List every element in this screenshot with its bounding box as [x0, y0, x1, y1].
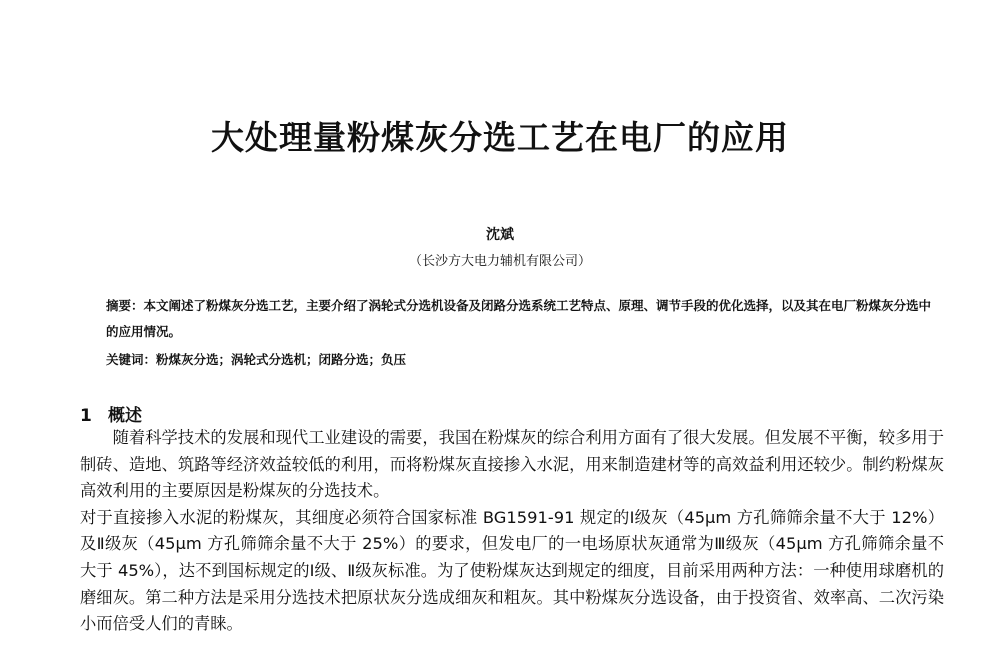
body-paragraph-2: 对于直接掺入水泥的粉煤灰，其细度必须符合国家标准 BG1591-91 规定的Ⅰ级灰（45μm 方孔筛筛余量不大于 12%）及Ⅱ级灰（45μm 方孔筛筛余量不大于 25%）的要求，但发电厂的一电场原状灰通常为Ⅲ级灰（45μm 方孔筛筛余量不大于 45%），达不到国标规定的Ⅰ级、Ⅱ级灰标准。为了使粉煤灰达到规定的细度，目前采用两种方法：一种使用球磨机的磨细灰。第二种方法是采用分选技术把原状灰分选成细灰和粗灰。其中粉煤灰分选设备，由于投资省、效率高、二次污染小而倍受人们的青睐。	[80, 507, 944, 634]
author-name: 沈斌	[486, 227, 514, 243]
abstract-text: 本文阐述了粉煤灰分选工艺，主要介绍了涡轮式分选机设备及闭路分选系统工艺特点、原理、调节手段的优化选择，以及其在电厂粉煤灰分选中的应用情况。	[106, 298, 932, 339]
body-paragraph-1: 随着科学技术的发展和现代工业建设的需要，我国在粉煤灰的综合利用方面有了很大发展。但发展不平衡，较多用于制砖、造地、筑路等经济效益较低的利用，而将粉煤灰直接掺入水泥，用来制造建材等的高效益利用还较少。制约粉煤灰高效利用的主要原因是粉煤灰的分选技术。	[80, 428, 944, 501]
section-number: 1	[80, 406, 92, 426]
keywords-label: 关键词：	[106, 352, 157, 367]
paper-title: 大处理量粉煤灰分选工艺在电厂的应用	[211, 118, 789, 157]
keywords	[106, 350, 936, 370]
author-affiliation: （长沙方大电力辅机有限公司）	[408, 254, 591, 269]
keywords-text: 粉煤灰分选；涡轮式分选机；闭路分选；负压	[156, 352, 407, 367]
section-title: 概述	[108, 406, 142, 426]
section-body	[80, 425, 944, 638]
abstract-label: 摘要：	[106, 298, 144, 313]
section-heading	[80, 401, 142, 426]
abstract	[106, 293, 936, 345]
